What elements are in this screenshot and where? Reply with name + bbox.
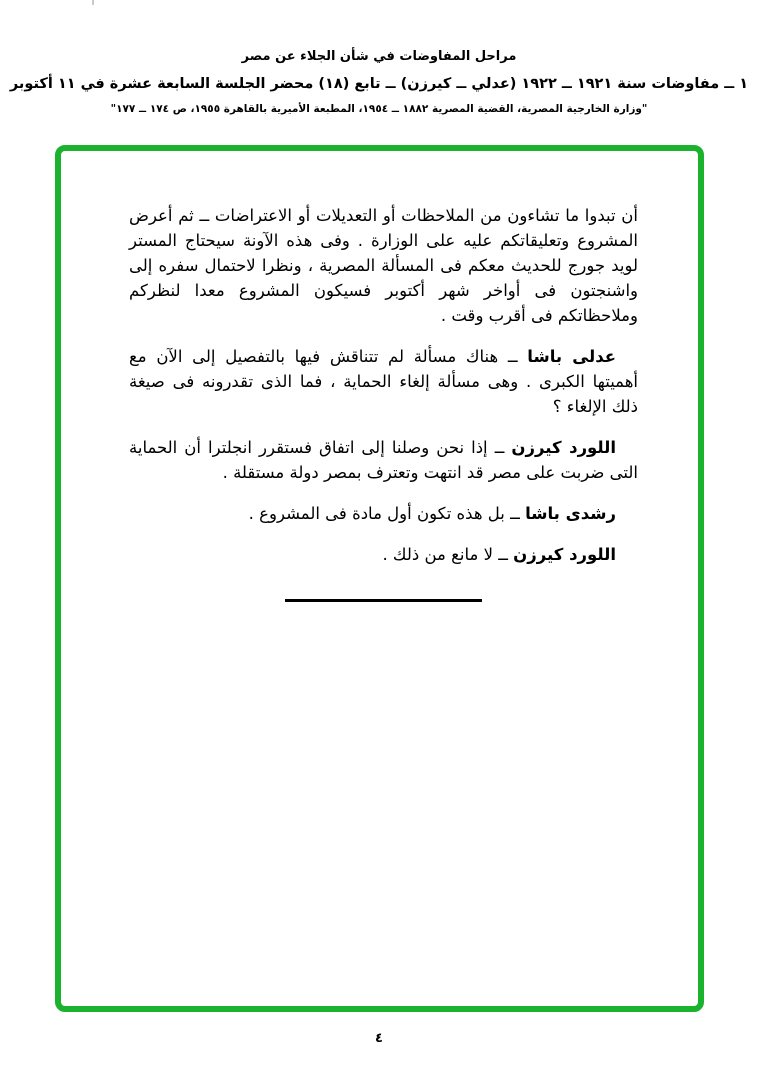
dialogue-dash: ــ [507,347,518,366]
speaker-name: اللورد كيرزن [511,438,616,457]
scan-artifact [92,0,94,5]
paragraph-text: أن تبدوا ما تشاءون من الملاحظات أو التعديلات أو الاعتراضات ــ ثم أعرض المشروع وتعليقاتكم عليه على الوزارة . وفى هذه الآونة سيحتاج المستر لويد جورج للحديث معكم فى المسألة المصرية ، ونظرا لاحتمال سفره إلى واشنجتون فى أواخر شهر أكتوبر فسيكون المشروع معدا لنظركم وملاحظاتكم فى أقرب وقت . [129,206,638,325]
paragraph-text: لا مانع من ذلك . [382,545,493,564]
section-divider [285,599,482,602]
page-header [0,48,758,117]
paragraph-dialogue [129,501,638,526]
header-title: مراحل المفاوضات في شأن الجلاء عن مصر [241,49,517,64]
highlight-box [55,145,704,1012]
paragraph-intro [129,203,638,328]
paragraph-dialogue [129,344,638,419]
paragraph-text: بل هذه تكون أول مادة فى المشروع . [248,504,505,523]
paragraph-dialogue [129,542,638,567]
dialogue-dash: ــ [510,504,520,523]
paragraph-text: هناك مسألة لم تتناقش فيها بالتفصيل إلى الآن مع أهميتها الكبرى . وهى مسألة إلغاء الحماية ، فما الذى تقدرونه فى صيغة ذلك الإلغاء ؟ [129,347,638,416]
speaker-name: اللورد كيرزن [513,545,616,564]
page-number: ٤ [375,1031,383,1046]
dialogue-dash: ــ [494,438,505,457]
paragraph-text: إذا نحن وصلنا إلى اتفاق فستقرر انجلترا أن الحماية التى ضربت على مصر قد انتهت وتعترف بمصر دولة مستقلة . [129,438,638,482]
paragraph-dialogue [129,435,638,485]
speaker-name: رشدى باشا [525,504,616,523]
speaker-name: عدلى باشا [527,347,616,366]
dialogue-dash: ــ [498,545,508,564]
header-subtitle: ١ ــ مفاوضات سنة ١٩٢١ ــ ١٩٢٢ (عدلي ــ كيرزن) ــ تابع (١٨) محضر الجلسة السابعة عشرة في ١١ أكتوبر [9,76,749,92]
document-text [129,203,638,602]
header-source-citation: "وزارة الخارجية المصرية، القضية المصرية ١٨٨٢ ــ ١٩٥٤، المطبعة الأميرية بالقاهرة ١٩٥٥، ص ١٧٤ ــ ١٧٧" [110,103,648,115]
